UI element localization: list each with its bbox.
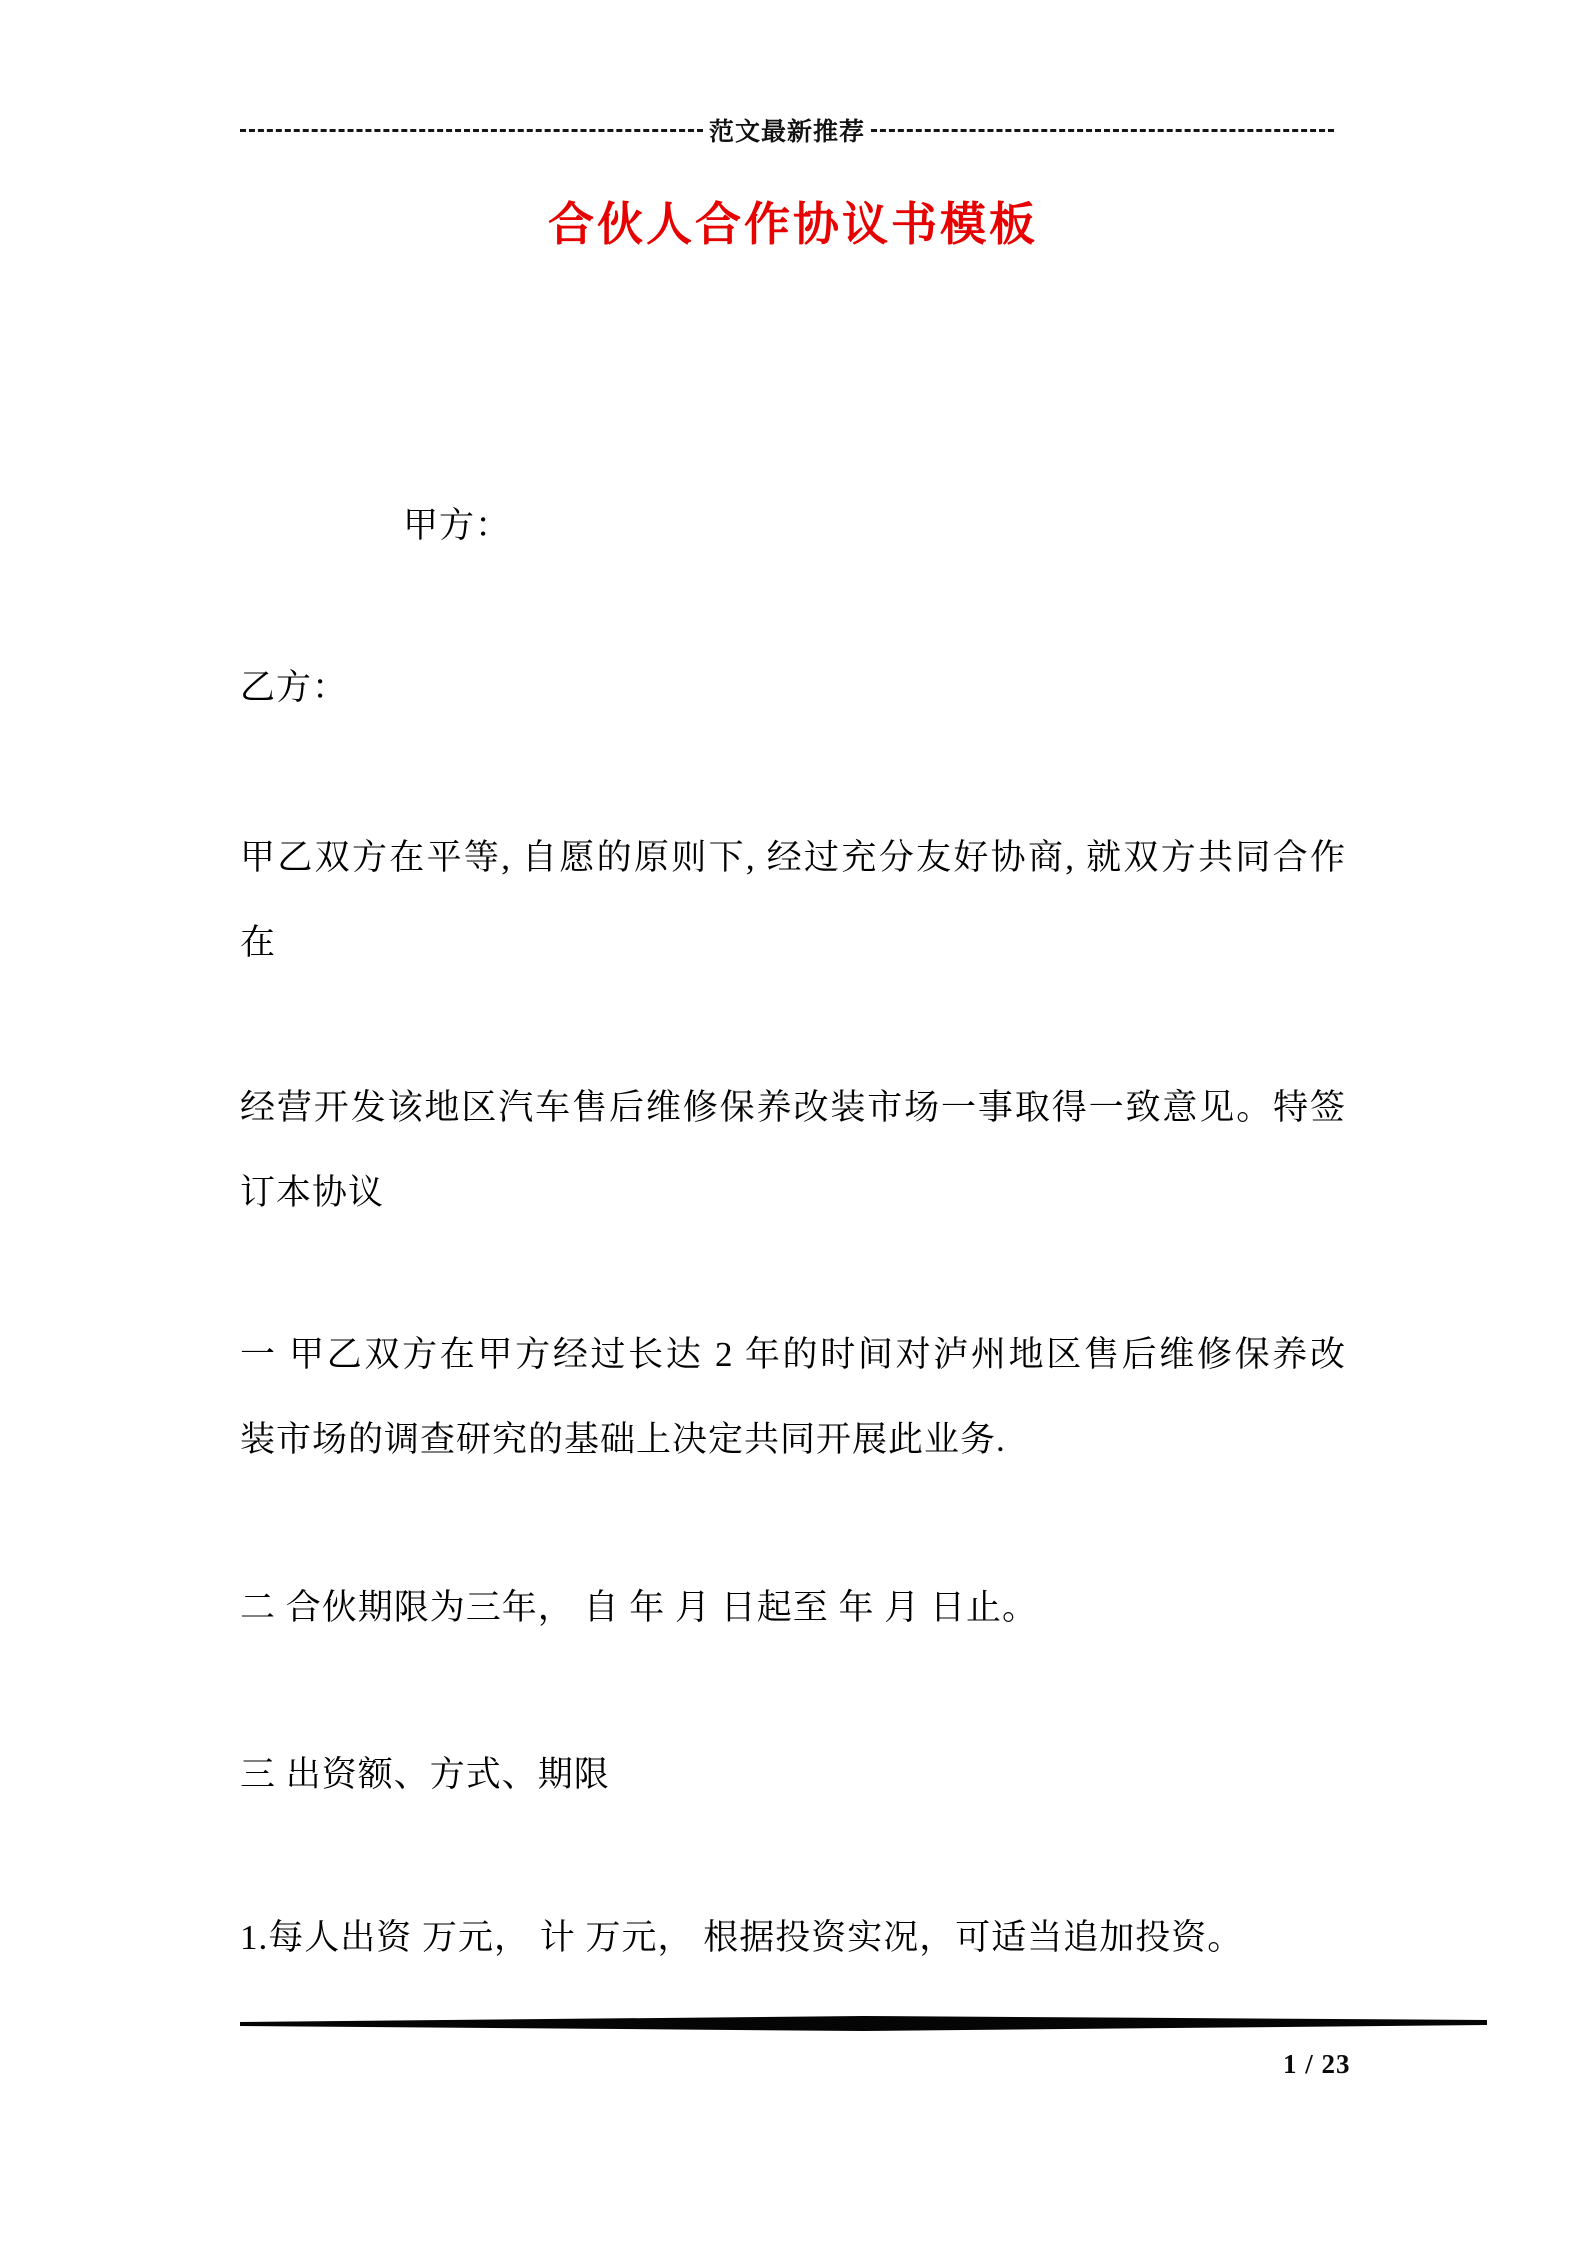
page-header [240, 112, 1334, 148]
paragraph-preamble: 甲乙双方在平等, 自愿的原则下, 经过充分友好协商, 就双方共同合作 在 [240, 838, 1346, 962]
paragraph-clause-two: 二 合伙期限为三年， 自 年 月 日起至 年 月 日止。 [240, 1588, 1039, 1627]
paragraph-agreement-purpose: 经营开发该地区汽车售后维修保养改装市场一事取得一致意见。特签 订本协议 [240, 1088, 1346, 1212]
paragraph-clause-one: 一 甲乙双方在甲方经过长达 2 年的时间对泸州地区售后维修保养改 装市场的调查研究的基础上决定共同开展此业务. [240, 1335, 1346, 1459]
paragraph-party-a: 甲方： [403, 506, 512, 545]
page-number: 1 / 23 [1283, 2049, 1351, 2079]
paragraph-clause-three: 三 出资额、方式、期限 [240, 1755, 610, 1794]
header-dash-line-left [240, 129, 703, 132]
header-dash-line-right [871, 129, 1334, 132]
document-title: 合伙人合作协议书模板 [548, 199, 1038, 250]
paragraph-clause-three-item1: 1.每人出资 万元， 计 万元， 根据投资实况，可适当追加投资。 [240, 1918, 1244, 1957]
paragraph-party-b: 乙方： [240, 668, 349, 707]
header-label: 范文最新推荐 [709, 119, 866, 146]
footer-rule [240, 2015, 1487, 2032]
